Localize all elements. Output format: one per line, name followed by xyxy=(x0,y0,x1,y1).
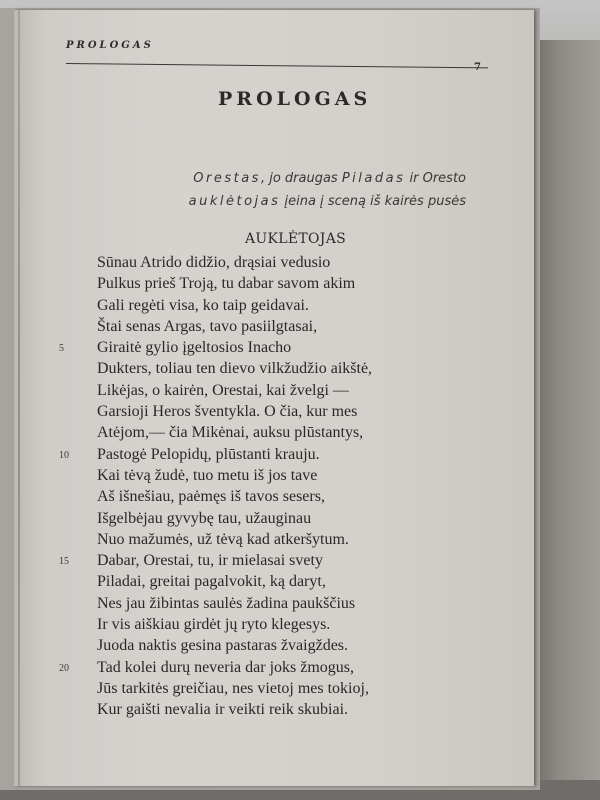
verse-line xyxy=(97,380,372,401)
verse-text: Išgelbėjau gyvybę tau, užauginau xyxy=(97,509,312,527)
line-number: 15 xyxy=(59,556,69,568)
verse-line xyxy=(97,486,372,507)
verse-line xyxy=(97,358,372,379)
page-number: 7 xyxy=(474,62,481,73)
verse-line xyxy=(97,422,372,443)
verse-text: Pastogė Pelopidų, plūstanti krauju. xyxy=(97,445,320,463)
stage-direction-text: įeina į sceną iš kairės pusės xyxy=(280,194,466,209)
character-name: auklėtojas xyxy=(188,194,281,209)
verse-line xyxy=(97,465,372,486)
verse-line xyxy=(97,529,372,550)
verse-lines xyxy=(59,252,373,721)
verse-text: Pulkus prieš Troją, tu dabar savom akim xyxy=(97,275,356,293)
photo-backdrop-right xyxy=(530,40,600,800)
line-number: 20 xyxy=(59,662,69,674)
verse-line xyxy=(59,550,372,571)
verse-text: Nuo mažumės, už tėvą kad atkeršytum. xyxy=(97,530,349,548)
verse-text: Dukters, toliau ten dievo vilkžudžio aikštė, xyxy=(97,360,373,378)
verse-text: Nes jau žibintas saulės žadina paukščius xyxy=(97,594,356,612)
verse-line xyxy=(97,508,372,529)
page-gutter xyxy=(18,10,20,786)
chapter-title: PROLOGAS xyxy=(218,88,372,110)
verse-text: Ir vis aiškiau girdėt jų ryto klegesys. xyxy=(97,616,331,634)
character-name: Orestas xyxy=(193,171,261,186)
verse-text: Juoda naktis gesina pastaras žvaigždes. xyxy=(97,637,349,655)
stage-direction-line-2 xyxy=(150,190,466,213)
verse-text: Sūnau Atrido didžio, drąsiai vedusio xyxy=(97,254,331,271)
verse-line xyxy=(97,295,372,316)
verse-text: Gali regėti visa, ko taip geidavai. xyxy=(97,296,309,314)
verse-line xyxy=(97,273,372,294)
verse-line xyxy=(97,401,372,422)
verse-line xyxy=(97,252,372,273)
speaker-name: AUKLĖTOJAS xyxy=(245,231,347,247)
verse-line xyxy=(97,593,372,614)
verse-line xyxy=(97,678,372,699)
verse-text: Kur gaišti nevalia ir veikti reik skubiai. xyxy=(97,701,349,719)
verse-line xyxy=(59,337,372,358)
verse-line xyxy=(97,571,372,592)
verse-text: Kai tėvą žudė, tuo metu iš jos tave xyxy=(97,466,318,484)
verse-line xyxy=(97,635,372,656)
verse-text: Jūs tarkitės greičiau, nes vietoj mes tokioj, xyxy=(97,679,369,697)
verse-text: Piladai, greitai pagalvokit, ką daryt, xyxy=(97,573,326,591)
verse-text: Tad kolei durų neveria dar joks žmogus, xyxy=(97,658,355,676)
line-number: 5 xyxy=(59,343,64,355)
verse-text: Štai senas Argas, tavo pasiilgtasai, xyxy=(97,317,318,335)
verse-line xyxy=(97,614,372,635)
verse-text: Likėjas, o kairėn, Orestai, kai žvelgi — xyxy=(97,381,349,399)
stage-direction-text: ir Oresto xyxy=(405,171,466,186)
stage-direction-text: , jo draugas xyxy=(260,171,342,186)
verse-text: Aš išnešiau, paėmęs iš tavos sesers, xyxy=(97,488,325,506)
running-head: PROLOGAS xyxy=(66,40,154,51)
character-name: Piladas xyxy=(341,171,406,186)
verse-text: Giraitė gylio įgeltosios Inacho xyxy=(97,339,292,357)
verse-text: Atėjom,— čia Mikėnai, auksu plūstantys, xyxy=(97,424,364,442)
verse-text: Dabar, Orestai, tu, ir mielasai svety xyxy=(97,552,323,570)
verse-line xyxy=(97,316,372,337)
verse-line xyxy=(59,444,372,465)
verse-line xyxy=(97,699,372,720)
stage-direction-line-1 xyxy=(150,167,466,190)
line-number: 10 xyxy=(59,449,69,461)
verse-line xyxy=(59,657,372,678)
stage-direction xyxy=(150,167,466,213)
verse-text: Garsioji Heros šventykla. O čia, kur mes xyxy=(97,403,358,421)
